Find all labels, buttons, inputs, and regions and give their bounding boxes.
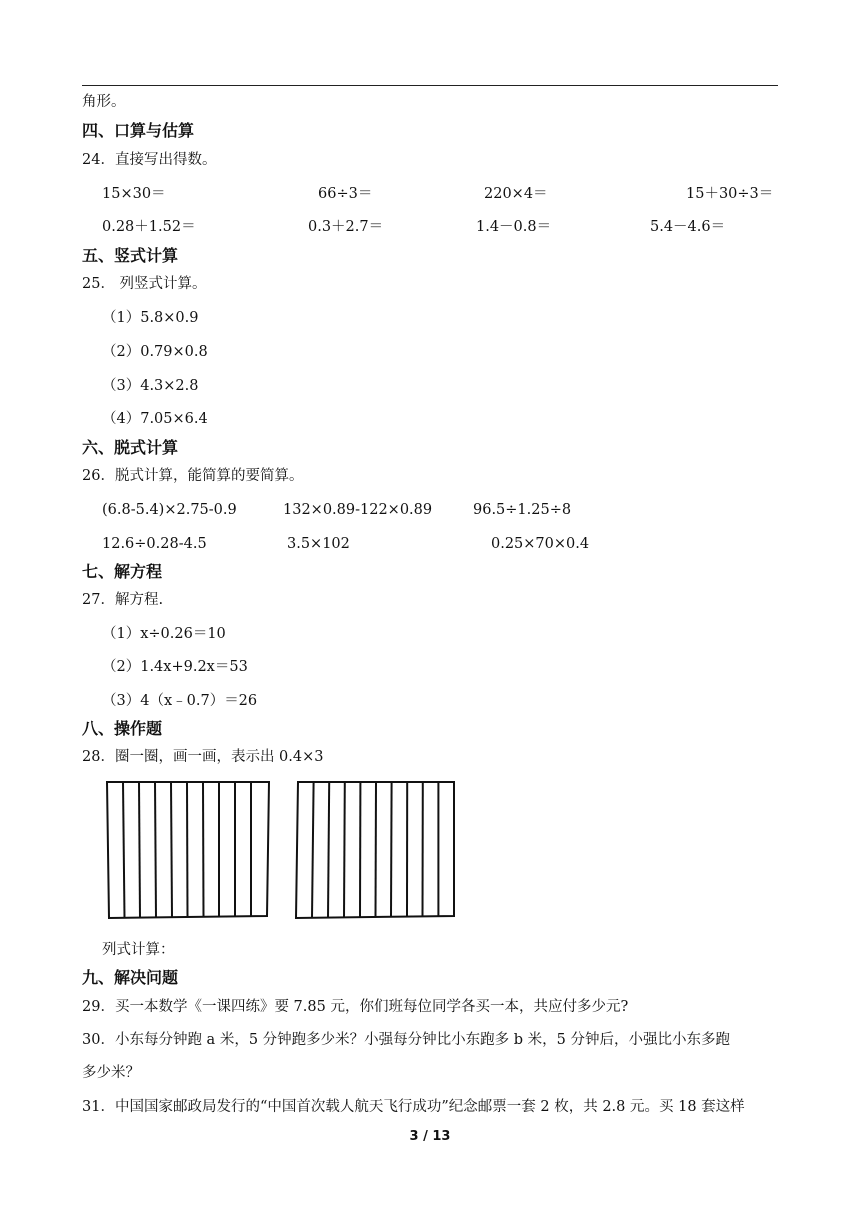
vertical-calc-item: （3）4.3×2.8 (102, 378, 199, 394)
section-heading-7: 七、解方程 (82, 562, 163, 581)
section-heading-9: 九、解决问题 (82, 968, 179, 987)
section-heading-4: 四、口算与估算 (82, 121, 195, 140)
mental-item: 0.28＋1.52＝ (102, 219, 196, 235)
mental-item: 1.4－0.8＝ (476, 219, 552, 235)
equation-item: （3）4（x﹣0.7）＝26 (102, 693, 258, 709)
header-rule (82, 85, 778, 86)
question-31: 31．中国国家邮政局发行的“中国首次载人航天飞行成功”纪念邮票一套 2 枚，共 2.8 元。买 18 套这样 (82, 1099, 745, 1115)
question-29: 29．买一本数学《一课四练》要 7.85 元，你们班每位同学各买一本，共应付多少元? (82, 999, 629, 1015)
question-30-line-1: 30．小东每分钟跑 a 米，5 分钟跑多少米？小强每分钟比小东跑多 b 米，5 分钟后，小强比小东多跑 (82, 1032, 730, 1048)
question-27: 27．解方程. (82, 592, 164, 608)
mental-item: 66÷3＝ (318, 186, 373, 202)
strip-grid-left[interactable] (105, 780, 271, 920)
section-heading-6: 六、脱式计算 (82, 438, 179, 457)
question-24: 24．直接写出得数。 (82, 152, 217, 168)
vertical-calc-item: （4）7.05×6.4 (102, 411, 208, 427)
stepwise-item: 96.5÷1.25÷8 (473, 502, 572, 518)
mental-item: 0.3＋2.7＝ (308, 219, 384, 235)
stepwise-item: 132×0.89-122×0.89 (283, 502, 433, 518)
continuation-text: 角形。 (82, 94, 126, 110)
equation-item: （2）1.4x+9.2x＝53 (102, 659, 248, 675)
question-28: 28．圈一圈，画一画，表示出 0.4×3 (82, 749, 324, 765)
question-26: 26．脱式计算，能简算的要简算。 (82, 468, 304, 484)
stepwise-item: 12.6÷0.28-4.5 (102, 536, 207, 552)
vertical-calc-item: （2）0.79×0.8 (102, 344, 208, 360)
mental-item: 5.4－4.6＝ (650, 219, 726, 235)
formula-label: 列式计算： (102, 942, 175, 958)
mental-item: 15＋30÷3＝ (686, 186, 774, 202)
mental-item: 220×4＝ (484, 186, 548, 202)
strip-grid-right[interactable] (294, 780, 456, 920)
stepwise-item: (6.8-5.4)×2.75-0.9 (102, 502, 237, 518)
section-heading-5: 五、竖式计算 (82, 246, 179, 265)
vertical-calc-item: （1）5.8×0.9 (102, 310, 199, 326)
section-heading-8: 八、操作题 (82, 719, 163, 738)
page-number: 3 / 13 (409, 1129, 451, 1144)
equation-item: （1）x÷0.26＝10 (102, 626, 226, 642)
question-25: 25． 列竖式计算。 (82, 276, 207, 292)
question-30-line-2: 多少米？ (82, 1065, 140, 1081)
stepwise-item: 0.25×70×0.4 (491, 536, 590, 552)
stepwise-item: 3.5×102 (287, 536, 350, 552)
mental-item: 15×30＝ (102, 186, 166, 202)
